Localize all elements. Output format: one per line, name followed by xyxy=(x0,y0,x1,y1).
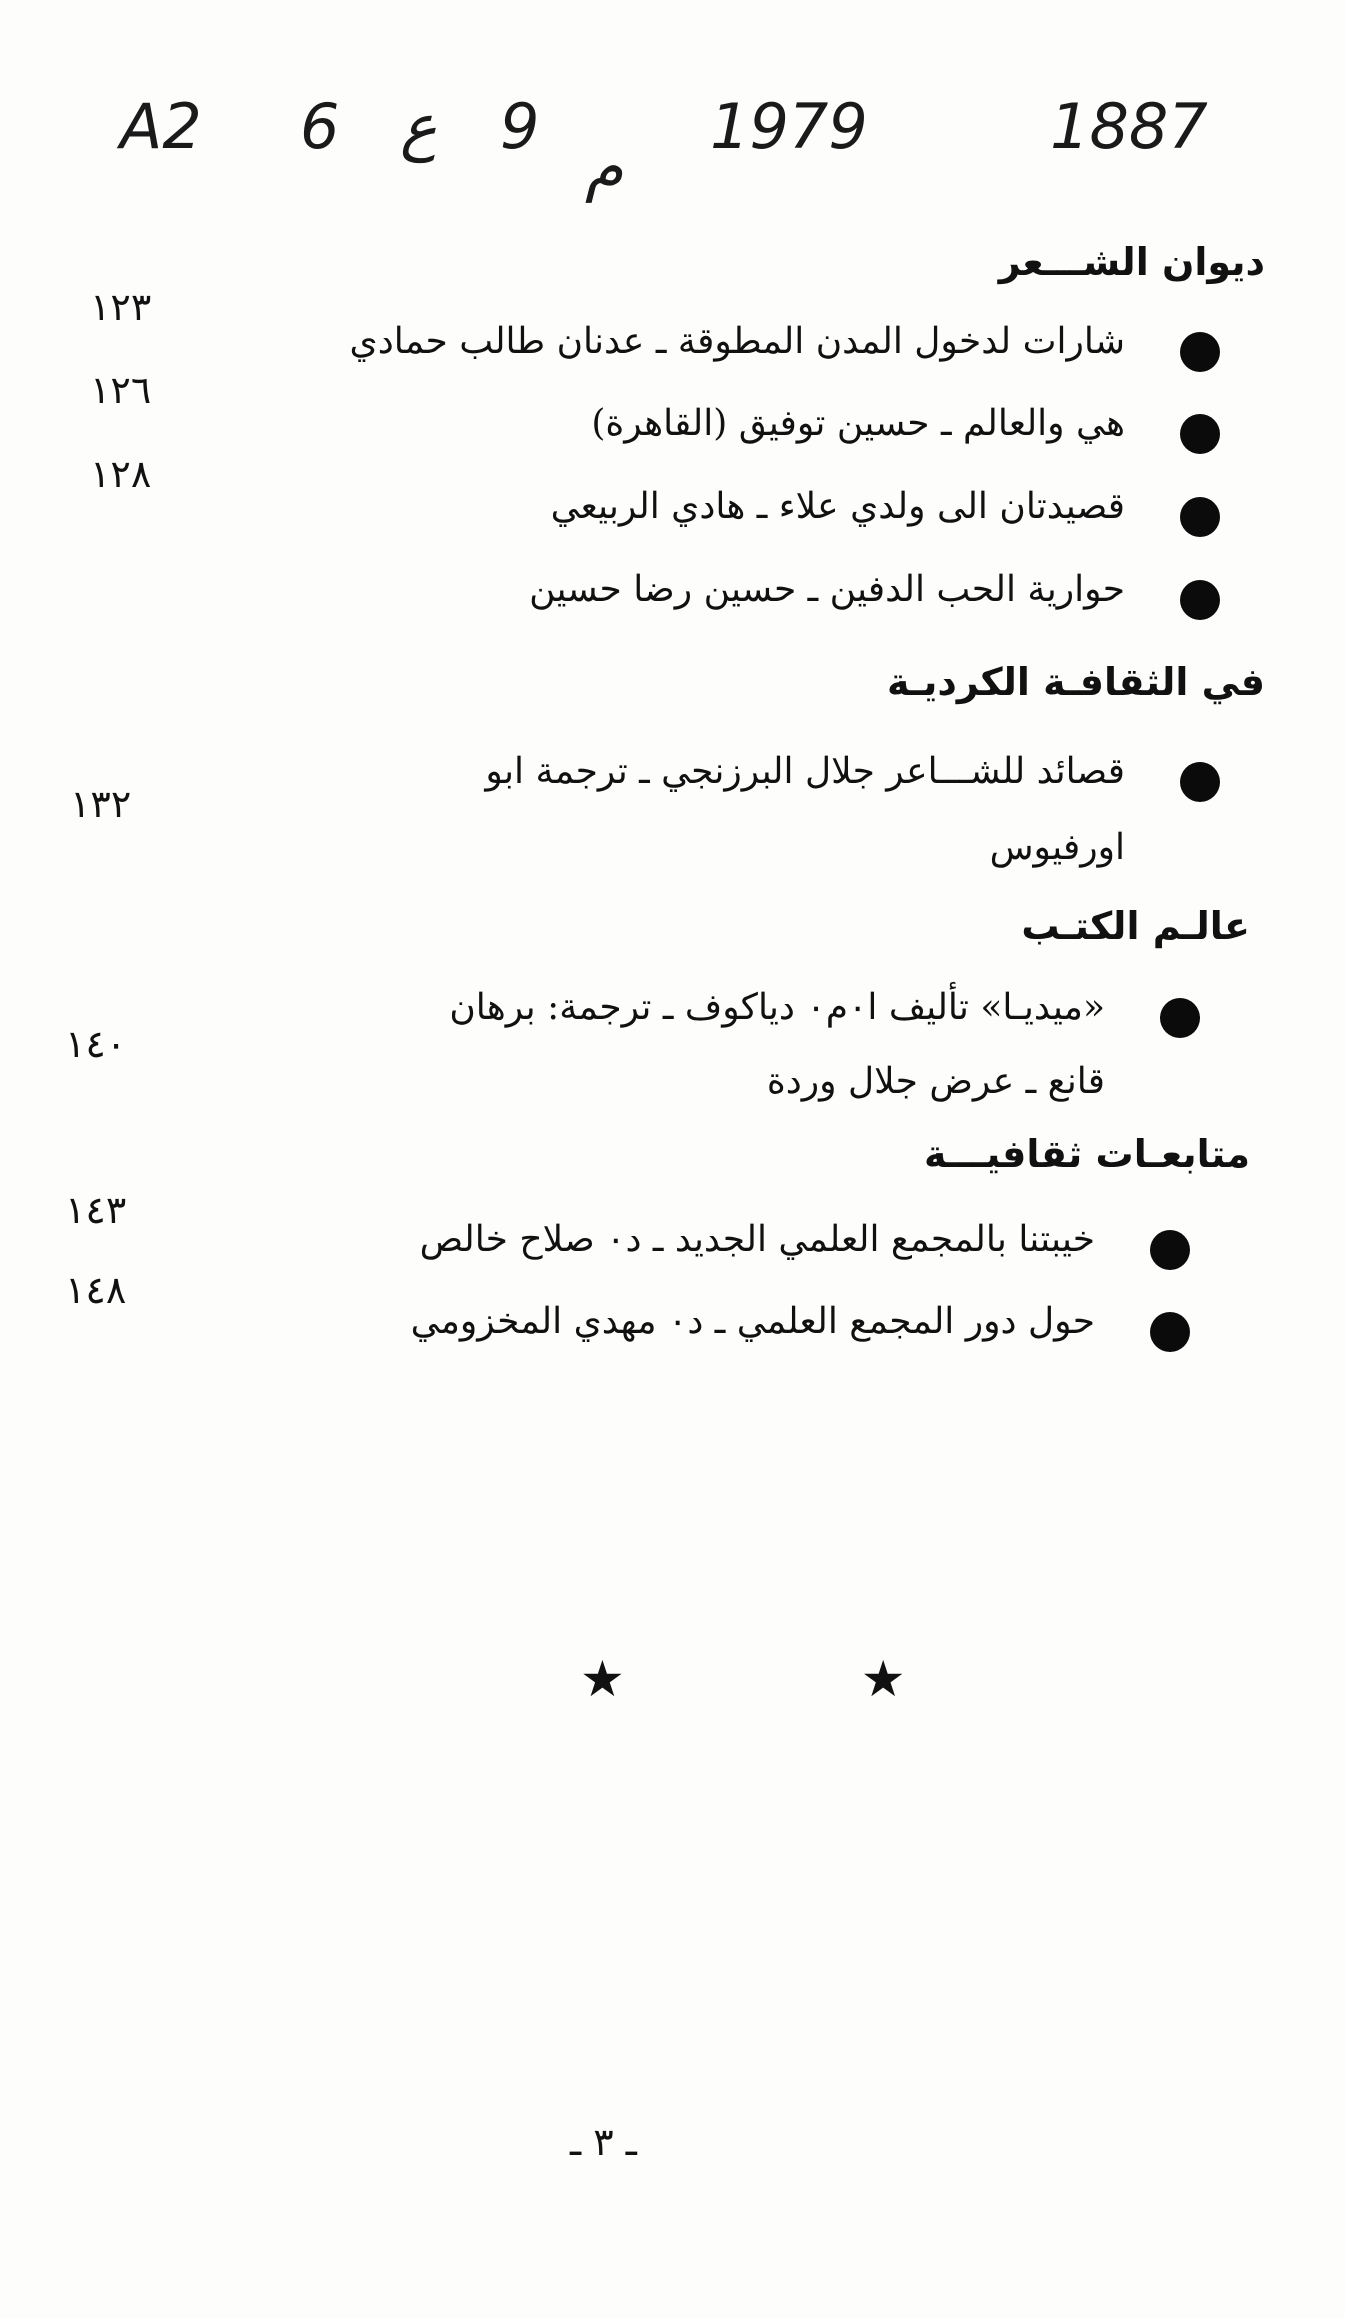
toc-entry-line: قصائد للشـــاعر جلال البرزنجي ـ ترجمة ابو xyxy=(485,751,1125,792)
page-reference: ١٢٦ xyxy=(90,368,152,412)
bullet-icon xyxy=(1160,998,1200,1038)
page-reference: ١٤٨ xyxy=(65,1268,127,1312)
section-title-books: عالـم الكتـب xyxy=(1021,904,1250,948)
page-reference: ١٢٨ xyxy=(90,452,152,496)
handwritten-mark: A2 xyxy=(120,90,202,163)
bullet-icon xyxy=(1180,580,1220,620)
page-number: ـ ٣ ـ xyxy=(570,2120,637,2164)
toc-entry-line: اورفيوس xyxy=(989,827,1125,868)
handwritten-number: 1887 xyxy=(1050,90,1208,163)
page-reference: ١٤٠ xyxy=(65,1022,127,1066)
toc-entry: حوارية الحب الدفين ـ حسين رضا حسين xyxy=(529,569,1125,610)
bullet-icon xyxy=(1180,497,1220,537)
toc-entry: خيبتنا بالمجمع العلمي الجديد ـ د٠ صلاح خالص xyxy=(419,1219,1095,1260)
toc-entry-line: قانع ـ عرض جلال وردة xyxy=(766,1061,1105,1102)
bullet-icon xyxy=(1180,332,1220,372)
toc-entry: قصيدتان الى ولدي علاء ـ هادي الربيعي xyxy=(550,486,1125,527)
bullet-icon xyxy=(1150,1312,1190,1352)
section-title-poetry: ديوان الشـــعر xyxy=(998,240,1265,284)
handwritten-mark: 9 xyxy=(500,90,540,163)
star-separator: ★ ★ xyxy=(580,1650,1016,1708)
page-reference: ١٢٣ xyxy=(90,285,152,329)
page-reference: ١٤٣ xyxy=(65,1188,127,1232)
bullet-icon xyxy=(1150,1230,1190,1270)
section-title-kurdish-culture: في الثقافـة الكرديـة xyxy=(887,660,1265,704)
handwritten-reference xyxy=(0,50,1345,230)
toc-entry: هي والعالم ـ حسين توفيق (القاهرة) xyxy=(591,403,1125,444)
section-title-cultural-followups: متابعـات ثقافيـــة xyxy=(924,1132,1250,1176)
bullet-icon xyxy=(1180,414,1220,454)
toc-entry: حول دور المجمع العلمي ـ د٠ مهدي المخزومي xyxy=(410,1301,1095,1342)
toc-entry: شارات لدخول المدن المطوقة ـ عدنان طالب حمادي xyxy=(349,321,1125,362)
handwritten-mark: 6 xyxy=(300,90,340,163)
handwritten-mark: ع xyxy=(400,90,437,163)
page-reference: ١٣٢ xyxy=(70,782,132,826)
handwritten-year: 1979 xyxy=(710,90,868,163)
toc-entry-line: «ميديـا» تأليف ا٠م٠ دياكوف ـ ترجمة: برهان xyxy=(449,987,1105,1028)
bullet-icon xyxy=(1180,762,1220,802)
handwritten-mark: م xyxy=(585,130,624,203)
